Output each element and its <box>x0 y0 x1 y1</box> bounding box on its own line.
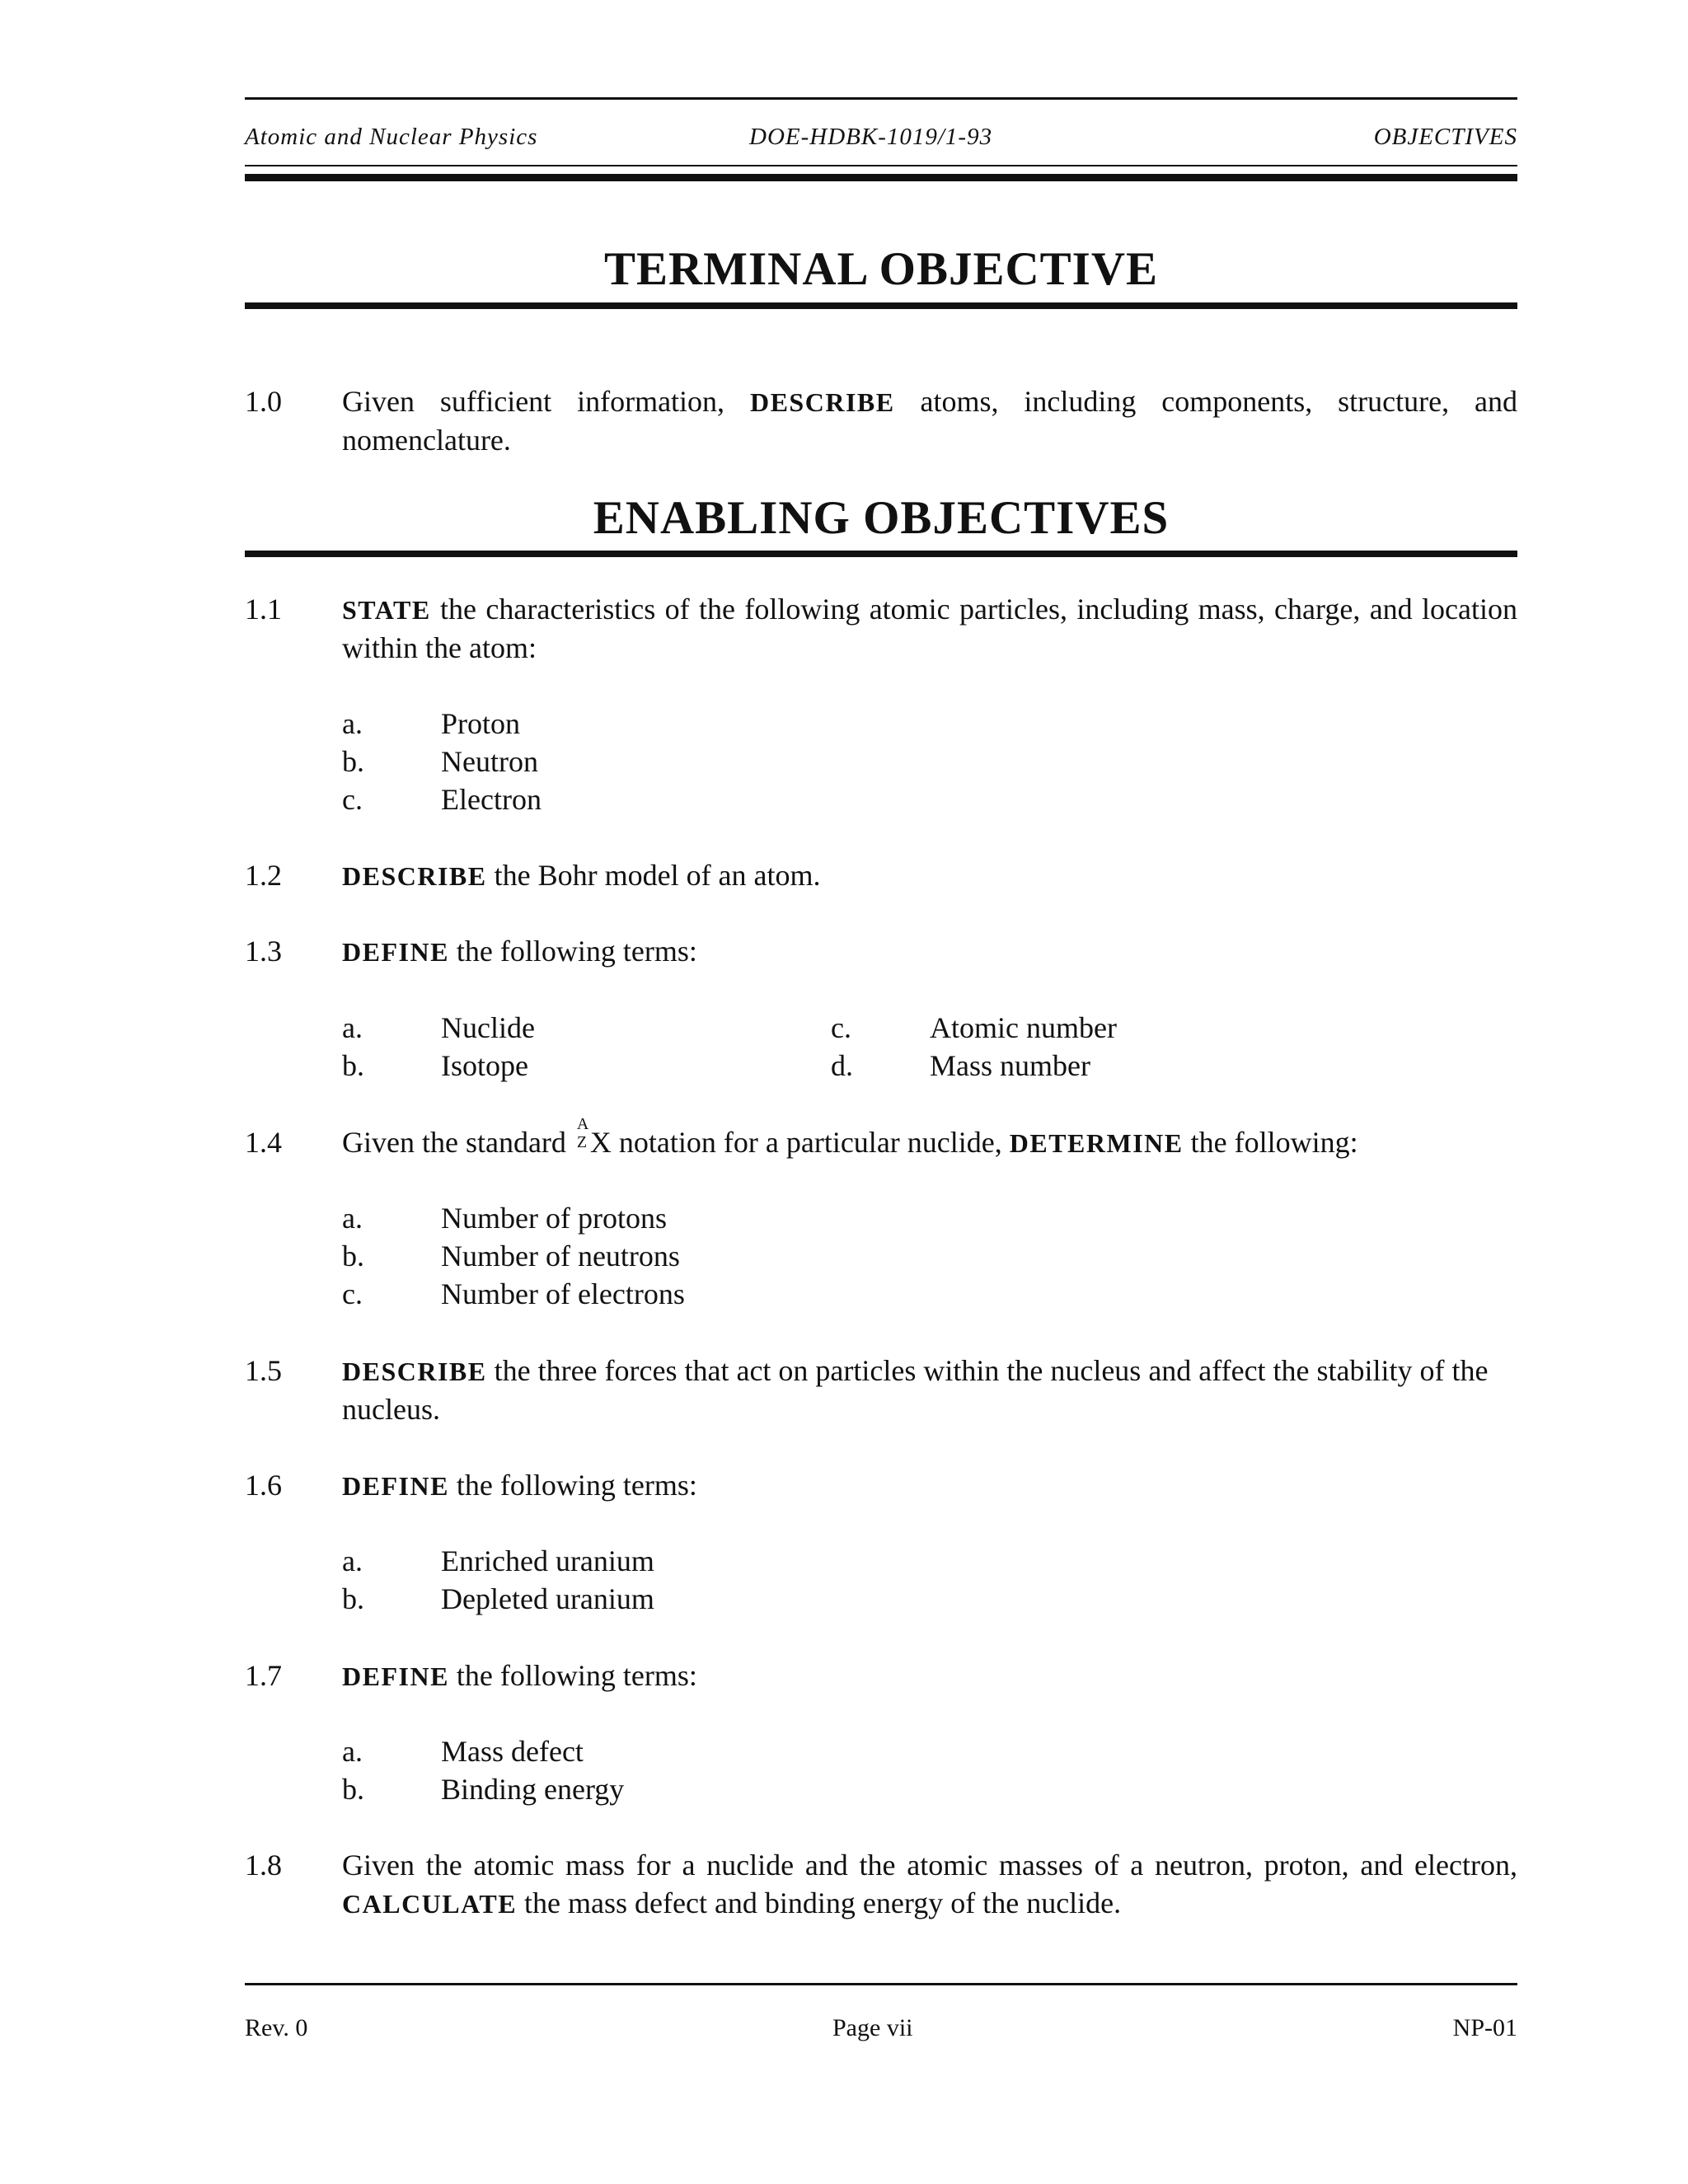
action-keyword: CALCULATE <box>342 1889 518 1919</box>
mass-number-superscript: A <box>576 1115 589 1133</box>
objective-text: Given the atomic mass for a nuclide and the atomic masses of a neutron, proton, and electron, CALCULATE the mass defect and binding energy of the nuclide. <box>342 1849 1517 1919</box>
action-keyword: DETERMINE <box>1009 1128 1184 1158</box>
action-keyword: DESCRIBE <box>342 1357 487 1386</box>
objective-number: 1.6 <box>245 1469 282 1502</box>
header-right: OBJECTIVES <box>1373 124 1517 150</box>
objective-number: 1.2 <box>245 859 282 892</box>
action-keyword: DEFINE <box>342 1661 449 1691</box>
nuclide-notation <box>574 1115 590 1154</box>
running-header <box>245 124 1517 157</box>
action-keyword: DESCRIBE <box>342 861 487 891</box>
objective-number: 1.3 <box>245 935 282 968</box>
objective-number: 1.4 <box>245 1126 282 1159</box>
enabling-objectives-title: ENABLING OBJECTIVES <box>593 492 1170 544</box>
header-center: DOE-HDBK-1019/1-93 <box>749 124 993 150</box>
objective-text: DESCRIBE the three forces that act on particles within the nucleus and affect the stability of the nucleus. <box>342 1354 1489 1426</box>
terminal-objective-title: TERMINAL OBJECTIVE <box>603 243 1159 295</box>
objective-text: DEFINE the following terms: <box>342 1469 697 1502</box>
objective-number: 1.1 <box>245 593 282 626</box>
header-top-rule <box>245 97 1517 100</box>
objective-text: Given sufficient information, DESCRIBE atoms, including components, structure, and nomenclature. <box>342 385 1517 457</box>
action-keyword: DEFINE <box>342 1471 449 1501</box>
action-keyword: DEFINE <box>342 937 449 967</box>
objective-text: DEFINE the following terms: <box>342 1659 697 1692</box>
objective-text: DESCRIBE the Bohr model of an atom. <box>342 859 821 892</box>
objective-number: 1.5 <box>245 1354 282 1387</box>
objective-number: 1.8 <box>245 1849 282 1882</box>
document-page: Atomic and Nuclear Physics DOE-HDBK-1019/1-93 OBJECTIVES TERMINAL OBJECTIVE 1.0 Given sufficient information, DESCRIBE atoms, including components, structure, and nomenclature. ENABLING OBJECTIVES 1.1 STATE the characteristics of the following atomic particles, including mass, charge, and location within the atom: a. Proton b. Neutron c. Electron 1.2 DESCRIBE the Bohr model of an atom. 1.3 DEFINE the following terms: a. Nuclide b. Isotope c. Atomic number d. Mass number 1.4 Given the standard A Z X notation for a particular nuclide, DETERMINE the following: a. Number of protons b. Number of neutrons c. Number of electrons 1.5 DESCRIBE the three forces that act on particles within the nucleus and affect the stability of the nucleus. 1.6 DEFINE the following terms: a. Enriched uranium b. Depleted uranium 1.7 DEFINE the following terms: a. Mass defect b. Binding energy 1.8 Given the atomic mass for a nuclide and the atomic masses of a neutron, proton, and electron, CALCULATE the mass defect and binding energy of the nuclide. Rev. 0 Page vii NP-01 <box>245 0 1517 2184</box>
page-number: Page vii <box>832 2014 913 2041</box>
terminal-title-rule <box>245 302 1517 309</box>
atomic-number-subscript: Z <box>576 1133 588 1151</box>
objective-number: 1.7 <box>245 1659 282 1692</box>
objective-text: DEFINE the following terms: <box>342 935 697 968</box>
header-left: Atomic and Nuclear Physics <box>245 124 538 150</box>
footer-revision: Rev. 0 <box>245 2014 308 2041</box>
element-symbol: X <box>589 1126 612 1159</box>
objective-number: 1.0 <box>245 385 282 418</box>
header-thin-rule <box>245 165 1517 166</box>
footer-rule <box>245 1983 1517 1985</box>
footer-doc-code: NP-01 <box>1452 2014 1517 2041</box>
objective-text: STATE the characteristics of the following atomic particles, including mass, charge, and location within the atom: <box>342 593 1517 664</box>
header-thick-rule <box>245 174 1517 181</box>
action-keyword: STATE <box>342 595 431 625</box>
enabling-title-rule <box>245 551 1517 557</box>
action-keyword: DESCRIBE <box>749 387 895 417</box>
objective-text: Given the standard A Z X notation for a particular nuclide, DETERMINE the following: <box>342 1115 1358 1159</box>
